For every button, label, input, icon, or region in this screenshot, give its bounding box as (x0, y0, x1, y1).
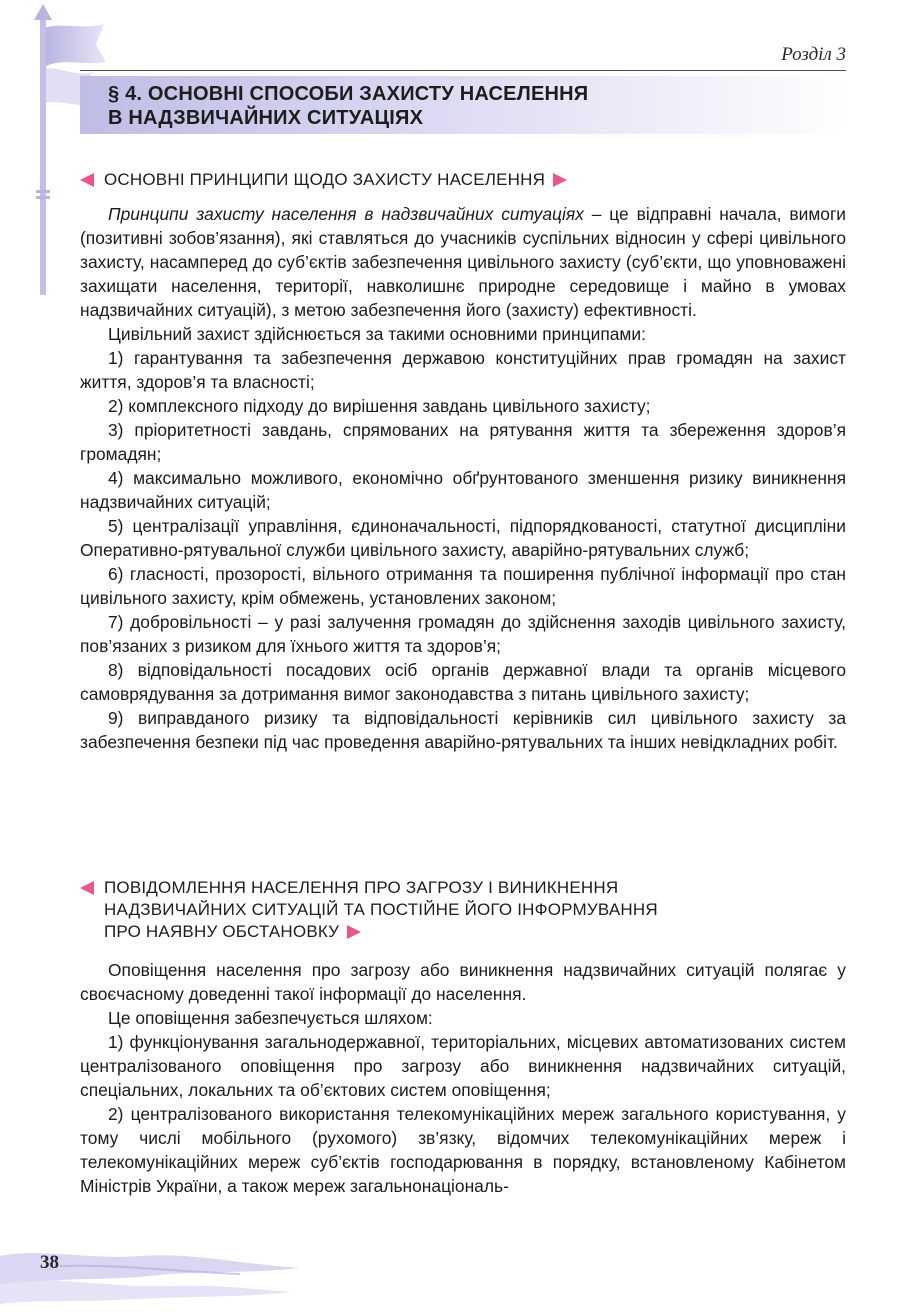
section-body-principles (80, 202, 846, 754)
principle-item: 2) комплексного підходу до вирішення завдань цивільного захисту; (108, 396, 651, 416)
triangle-left-icon (80, 173, 94, 187)
section-label: Розділ 3 (781, 44, 846, 65)
principle-item: 5) централізації управління, єдиноначальності, підпорядкованості, статутної дисципліни Оперативно-рятувальної служби цивільного захисту, аварійно-рятувальних служб; (80, 516, 846, 560)
section-heading-text: ОСНОВНІ ПРИНЦИПИ ЩОДО ЗАХИСТУ НАСЕЛЕННЯ (104, 170, 546, 189)
triangle-left-icon (80, 881, 94, 895)
principle-item: 6) гласності, прозорості, вільного отримання та поширення публічної інформації про стан цивільного захисту, крім обмежень, установлених законом; (80, 564, 846, 608)
body-paragraph: Це оповіщення забезпечується шляхом: (108, 1008, 433, 1028)
principle-item: 1) гарантування та забезпечення державою конституційних прав громадян на захист життя, здоров’я та власності; (80, 348, 846, 392)
intro-paragraph (80, 202, 846, 322)
section-heading-notification (80, 877, 658, 943)
section-heading-line-3: ПРО НАЯВНУ ОБСТАНОВКУ (104, 922, 340, 941)
page-number: 38 (40, 1252, 59, 1273)
section-body-notification (80, 958, 846, 1198)
chapter-title-line-2: В НАДЗВИЧАЙНИХ СИТУАЦІЯХ (108, 107, 424, 129)
body-paragraph: Оповіщення населення про загрозу або виникнення надзвичайних ситуацій полягає у своєчасному доведенні такої інформації до населення. (80, 960, 846, 1004)
principle-item: 9) виправданого ризику та відповідальності керівників сил цивільного захисту за забезпечення безпеки під час проведення аварійно-рятувальних та інших невідкладних робіт. (80, 708, 846, 752)
principle-item: 7) добровільності – у разі залучення громадян до здійснення заходів цивільного захисту, пов’язаних з ризиком для їхнього життя та здоров’я; (80, 612, 846, 656)
body-paragraph: 2) централізованого використання телекомунікаційних мереж загального користування, у тому числі мобільного (рухомого) зв’язку, відомчих телекомунікаційних мереж і телекомунікаційних мереж суб’єктів господарювання в порядку, встановленому Кабінетом Міністрів України, а також мереж загальнонаціональ- (80, 1104, 846, 1196)
principle-item: 4) максимально можливого, економічно обґрунтованого зменшення ризику виникнення надзвичайних ситуацій; (80, 468, 846, 512)
body-paragraph: 1) функціонування загальнодержавної, територіальних, місцевих автоматизованих систем централізованого оповіщення про загрозу або виникнення надзвичайних ситуацій, спеціальних, локальних та об’єктових систем оповіщення; (80, 1032, 846, 1100)
triangle-right-icon (347, 925, 361, 939)
intro-term: Принципи захисту населення в надзвичайних ситуаціях (108, 204, 584, 224)
section-heading-line-1: ПОВІДОМЛЕННЯ НАСЕЛЕННЯ ПРО ЗАГРОЗУ І ВИНИКНЕННЯ (104, 878, 619, 897)
principle-item: 3) пріоритетності завдань, спрямованих на рятування життя та збереження здоров’я громадян; (80, 420, 846, 464)
section-heading-line-2: НАДЗВИЧАЙНИХ СИТУАЦІЙ ТА ПОСТІЙНЕ ЙОГО ІНФОРМУВАННЯ (104, 900, 658, 919)
header-divider (80, 70, 846, 71)
intro-rest: – це відправні начала, вимоги (позитивні зобов’язання), які ставляться до учасників суспільних відносин у сфері цивільного захисту, насамперед до суб’єктів забезпечення цивільного захисту (суб’єкти, що уповноважені захищати населення, території, навколишнє природне середовище і майно в умовах надзвичайних ситуацій), з метою забезпечення його (захисту) ефективності. (80, 204, 847, 320)
chapter-title (108, 82, 748, 130)
lead-paragraph: Цивільний захист здійснюється за такими основними принципами: (108, 324, 646, 344)
section-heading-principles (80, 169, 567, 191)
triangle-right-icon (553, 173, 567, 187)
chapter-title-line-1: § 4. ОСНОВНІ СПОСОБИ ЗАХИСТУ НАСЕЛЕННЯ (108, 83, 589, 105)
principle-item: 8) відповідальності посадових осіб органів державної влади та органів місцевого самоврядування за дотримання вимог законодавства з питань цивільного захисту; (80, 660, 846, 704)
